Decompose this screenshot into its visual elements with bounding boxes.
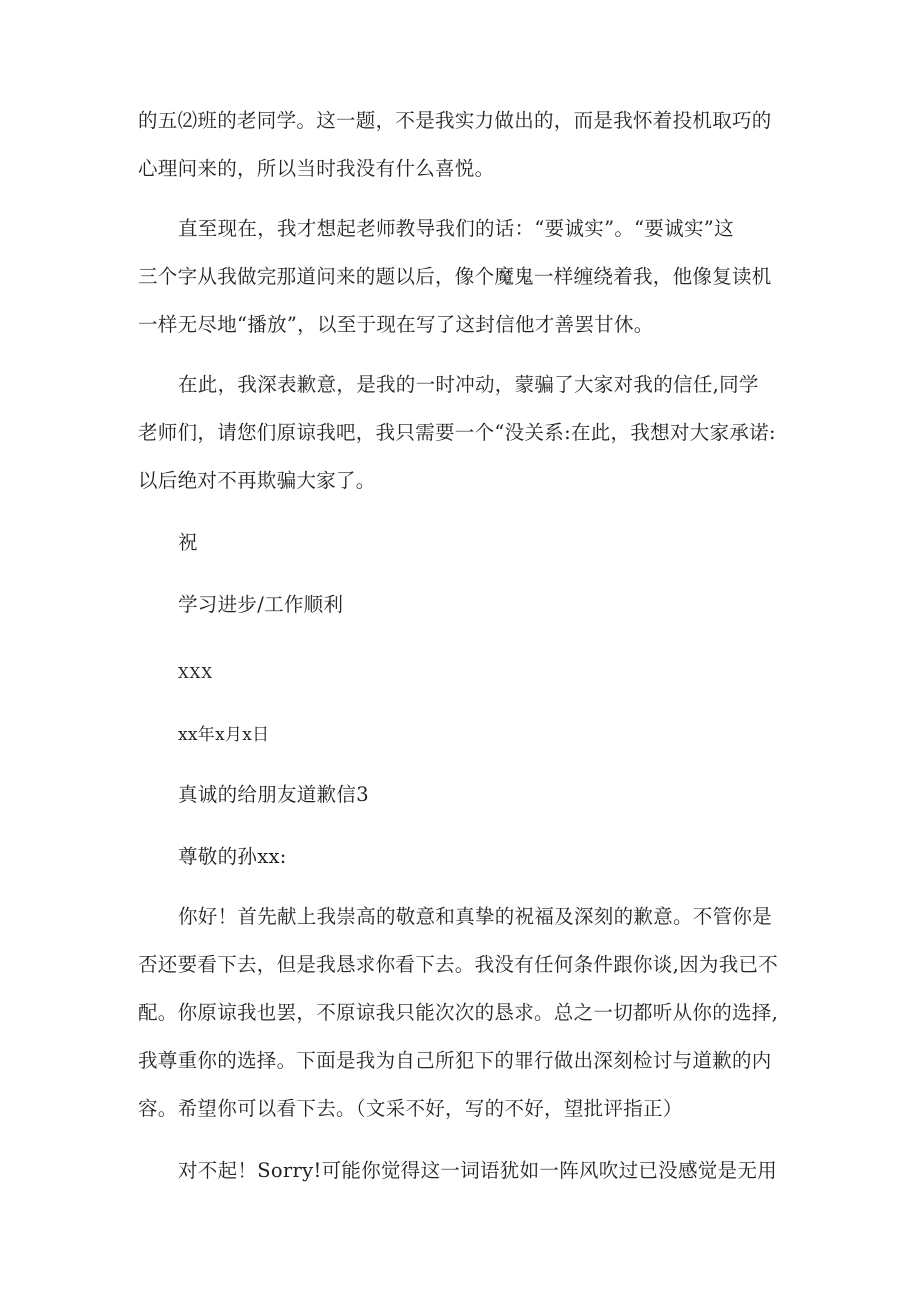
paragraph-line: 心理问来的，所以当时我没有什么喜悦。 — [138, 157, 495, 180]
letter-heading: 真诚的给朋友道歉信3 — [178, 783, 369, 806]
paragraph-line: 在此，我深表歉意，是我的一时冲动，蒙骗了大家对我的信任,同学 — [178, 373, 759, 396]
paragraph-line: 否还要看下去，但是我恳求你看下去。我没有任何条件跟你谈,因为我已不 — [138, 953, 779, 976]
paragraph-line: 的五⑵班的老同学。这一题，不是我实力做出的，而是我怀着投机取巧的 — [138, 109, 772, 132]
paragraph-line: 配。你原谅我也罢，不原谅我只能次次的恳求。总之一切都听从你的选择, — [138, 1001, 779, 1024]
paragraph-line: 三个字从我做完那道问来的题以后，像个魔鬼一样缠绕着我，他像复读机 — [138, 265, 772, 288]
salutation: 尊敬的孙xx: — [178, 845, 287, 868]
signature: XXX — [178, 664, 214, 682]
paragraph-line: 以后绝对不再欺骗大家了。 — [138, 469, 376, 492]
paragraph-line: 我尊重你的选择。下面是我为自己所犯下的罪行做出深刻检讨与道歉的内 — [138, 1049, 772, 1072]
paragraph-line: 一样无尽地“播放”，以至于现在写了这封信他才善罢甘休。 — [138, 313, 654, 336]
paragraph-line: 容。希望你可以看下去。（文采不好，写的不好，望批评指正） — [138, 1097, 683, 1120]
paragraph-line: 你好！首先献上我崇高的敬意和真挚的祝福及深刻的歉意。不管你是 — [178, 905, 773, 928]
paragraph-line: 对不起！Sorry!可能你觉得这一词语犹如一阵风吹过已没感觉是无用 — [178, 1159, 777, 1182]
paragraph-line: 直至现在，我才想起老师教导我们的话：“要诚实”。“要诚实”这 — [178, 217, 734, 240]
date-line: xx年x月x日 — [178, 725, 270, 745]
paragraph-line: 老师们，请您们原谅我吧，我只需要一个“没关系:在此，我想对大家承诺: — [138, 421, 776, 444]
closing-line: 祝 — [178, 531, 198, 554]
wish-line: 学习进步/工作顺利 — [178, 593, 344, 616]
